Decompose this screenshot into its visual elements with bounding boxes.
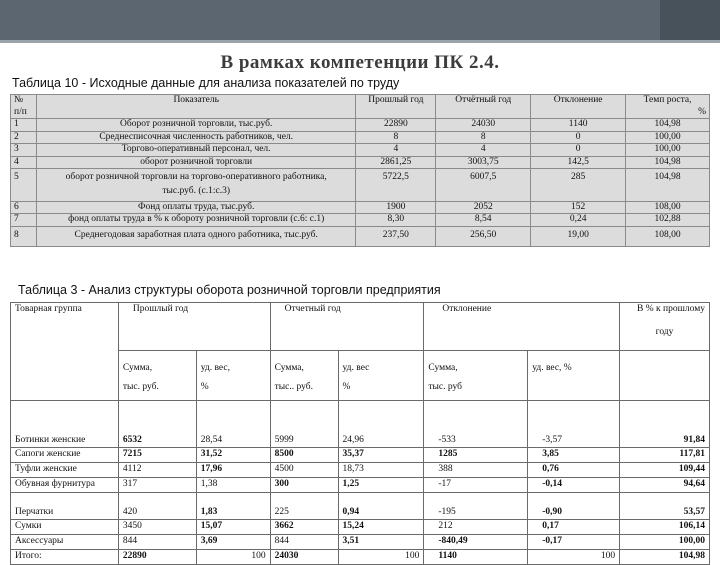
- t3-value: 3,85: [542, 449, 559, 459]
- t10-cell: 3: [11, 144, 37, 157]
- t3-cell-name: [11, 478, 119, 493]
- t3-cell-cs: [270, 520, 338, 535]
- t10-cell: 1140: [531, 119, 626, 132]
- t10-cell: 24030: [436, 119, 531, 132]
- t10-cell: Торгово-оперативный персонал, чел.: [36, 144, 355, 157]
- t3-value: 100: [600, 551, 616, 561]
- t3-value: 117,81: [679, 449, 705, 459]
- t10-cell: 104,98: [626, 119, 710, 132]
- t3-cell-name: [11, 401, 119, 448]
- table10: [10, 94, 710, 247]
- t3-value: 5999: [274, 435, 294, 445]
- t10-cell: 0: [531, 144, 626, 157]
- t10-cell: 5: [11, 169, 37, 187]
- t3-sub-dev-share: уд. вес, %: [528, 351, 620, 401]
- t10-header-row: [11, 95, 710, 107]
- t3-cell-pw: [196, 401, 270, 448]
- t3-cell-pw: [196, 493, 270, 520]
- t10-cell: 100,00: [626, 131, 710, 144]
- t3-cell-ps: [118, 520, 196, 535]
- t10-row: [11, 131, 710, 144]
- t10-header-cell: [36, 107, 355, 119]
- t3-value: 24,96: [342, 435, 364, 445]
- t3-cell-cs: [270, 535, 338, 550]
- t10-cell: 152: [531, 201, 626, 214]
- t10-header-row: [11, 107, 710, 119]
- t10-cell: оборот розничной торговли: [36, 156, 355, 169]
- t3-value: 7215: [122, 449, 142, 459]
- table3-caption: Таблица 3 - Анализ структуры оборота розничной торговли предприятия: [18, 283, 441, 297]
- t3-header-curr: Отчетный год: [270, 303, 424, 351]
- t10-cell: 2861,25: [356, 156, 436, 169]
- t10-cell: 2: [11, 131, 37, 144]
- t3-value: 3662: [274, 521, 294, 531]
- t3-cell-cs: [270, 448, 338, 463]
- t10-cell: 1900: [356, 201, 436, 214]
- t10-cell: [11, 186, 37, 201]
- t3-value: 420: [122, 507, 138, 517]
- t3-cell-pct: [620, 401, 710, 448]
- t3-value: -17: [438, 479, 452, 489]
- t3-value: Ботинки женские: [15, 435, 86, 445]
- t3-cell-name: [11, 550, 119, 565]
- t3-value: -0,14: [542, 479, 563, 489]
- t3-value: -533: [438, 435, 456, 445]
- t3-value: Аксессуары: [15, 536, 64, 546]
- t3-cell-cw: [338, 478, 424, 493]
- t3-cell-dw: [528, 493, 620, 520]
- t3-cell-pw: [196, 478, 270, 493]
- t3-row: [11, 550, 710, 565]
- t10-cell: 4: [11, 156, 37, 169]
- t3-cell-ds: [424, 550, 528, 565]
- t10-row: [11, 156, 710, 169]
- t3-value: 1,25: [342, 479, 360, 489]
- t3-cell-cw: [338, 448, 424, 463]
- t10-cell: 22890: [356, 119, 436, 132]
- t3-cell-pct: [620, 535, 710, 550]
- t3-value: Перчатки: [15, 507, 54, 517]
- t3-cell-ps: [118, 448, 196, 463]
- t10-row: [11, 201, 710, 214]
- t3-cell-ds: [424, 478, 528, 493]
- t3-value: 100: [251, 551, 266, 561]
- t3-row: [11, 478, 710, 493]
- t3-cell-dw: [528, 535, 620, 550]
- t3-value: 31,52: [200, 449, 223, 459]
- t3-row: [11, 493, 710, 520]
- t3-cell-pct: [620, 550, 710, 565]
- t3-cell-cw: [338, 401, 424, 448]
- t10-header-cell: №: [11, 95, 37, 107]
- t10-header-cell: Показатель: [36, 95, 355, 107]
- t3-value: Итого:: [15, 551, 42, 561]
- t10-cell: Фонд оплаты труда, тыс.руб.: [36, 201, 355, 214]
- t3-cell-ds: [424, 493, 528, 520]
- t3-value: 104,98: [678, 551, 705, 561]
- t10-cell: 1: [11, 119, 37, 132]
- t3-value: 844: [274, 536, 289, 546]
- t3-value: -3,57: [542, 435, 563, 445]
- t3-row: [11, 463, 710, 478]
- t10-header-cell: п/п: [11, 107, 37, 119]
- t3-value: 4112: [122, 464, 142, 474]
- t10-row: [11, 169, 710, 187]
- t3-value: 106,14: [678, 521, 705, 531]
- t3-value: 24030: [274, 551, 299, 561]
- t3-value: Обувная фурнитура: [15, 479, 95, 489]
- t3-header-group: Товарная группа: [11, 303, 119, 401]
- t10-row: [11, 214, 710, 227]
- t3-cell-ds: [424, 535, 528, 550]
- t10-cell: фонд оплаты труда в % к обороту розничной торговли (с.6: с.1): [36, 214, 355, 227]
- t10-cell: оборот розничной торговли на торгово-оперативного работника,: [36, 169, 355, 187]
- t10-header-cell: Отчётный год: [436, 95, 531, 107]
- t3-cell-ps: [118, 478, 196, 493]
- t3-header-dev: Отклонение: [424, 303, 620, 351]
- t3-cell-cw: [338, 463, 424, 478]
- t3-cell-name: [11, 448, 119, 463]
- t3-cell-dw: [528, 448, 620, 463]
- t3-cell-ds: [424, 520, 528, 535]
- t3-sub-prev-sum: Сумма, тыс. руб.: [118, 351, 196, 401]
- t10-row: [11, 186, 710, 201]
- t3-cell-name: [11, 535, 119, 550]
- t10-header-cell: Прошлый год: [356, 95, 436, 107]
- t3-value: 15,24: [342, 521, 364, 531]
- t10-cell: 7: [11, 214, 37, 227]
- t3-cell-pct: [620, 448, 710, 463]
- t3-row: [11, 535, 710, 550]
- t3-header-pct: В % к прошлому году: [620, 303, 710, 351]
- t3-value: 15,07: [200, 521, 223, 531]
- t10-cell: [626, 186, 710, 201]
- t3-cell-cw: [338, 520, 424, 535]
- t3-value: 1,38: [200, 479, 218, 489]
- t3-header-prev: Прошлый год: [118, 303, 270, 351]
- t10-cell: [436, 186, 531, 201]
- t3-value: 35,37: [342, 449, 364, 459]
- t10-cell: 8,54: [436, 214, 531, 227]
- t10-cell: [531, 186, 626, 201]
- table10-caption: Таблица 10 - Исходные данные для анализа показателей по труду: [12, 76, 400, 90]
- t3-value: 18,73: [342, 464, 364, 474]
- t3-value: 0,76: [542, 464, 559, 474]
- t3-value: -0,17: [542, 536, 563, 546]
- t10-cell: 142,5: [531, 156, 626, 169]
- t3-sub-dev-sum: Сумма, тыс. руб: [424, 351, 528, 401]
- t10-cell: 8: [436, 131, 531, 144]
- t10-header-cell: [531, 107, 626, 119]
- t3-cell-dw: [528, 550, 620, 565]
- t10-cell: 104,98: [626, 156, 710, 169]
- t10-cell: 4: [356, 144, 436, 157]
- t10-cell: 256,50: [436, 226, 531, 246]
- t3-cell-pw: [196, 550, 270, 565]
- t10-cell: 2052: [436, 201, 531, 214]
- t3-value: 100: [405, 551, 420, 561]
- t10-cell: 104,98: [626, 169, 710, 187]
- t10-cell: 6007,5: [436, 169, 531, 187]
- t3-cell-pct: [620, 463, 710, 478]
- slide-top-line: [0, 40, 720, 43]
- t3-value: Сапоги женские: [15, 449, 81, 459]
- t3-value: 317: [122, 479, 138, 489]
- t3-cell-dw: [528, 478, 620, 493]
- t3-value: 100,00: [678, 536, 705, 546]
- t10-cell: 5722,5: [356, 169, 436, 187]
- t3-value: 28,54: [200, 435, 223, 445]
- table3: [10, 302, 710, 565]
- t3-cell-pw: [196, 448, 270, 463]
- t3-cell-cw: [338, 550, 424, 565]
- t3-value: 91,84: [683, 435, 705, 445]
- t3-cell-cw: [338, 493, 424, 520]
- t3-value: 109,44: [678, 464, 705, 474]
- slide-top-accent: [660, 0, 720, 40]
- t3-cell-name: [11, 520, 119, 535]
- t3-value: 300: [274, 479, 289, 489]
- t3-cell-cs: [270, 401, 338, 448]
- t3-cell-pw: [196, 520, 270, 535]
- t3-cell-pw: [196, 463, 270, 478]
- t3-sub-prev-share: уд. вес, %: [196, 351, 270, 401]
- t3-value: 1285: [438, 449, 458, 459]
- t3-value: 3,69: [200, 536, 218, 546]
- t3-cell-pct: [620, 478, 710, 493]
- t3-cell-pct: [620, 493, 710, 520]
- t3-cell-ds: [424, 448, 528, 463]
- t10-cell: [356, 186, 436, 201]
- t3-value: 8500: [274, 449, 294, 459]
- t3-cell-ps: [118, 463, 196, 478]
- t3-cell-cs: [270, 478, 338, 493]
- t3-value: 3,51: [342, 536, 360, 546]
- t10-row: [11, 119, 710, 132]
- t3-cell-pw: [196, 535, 270, 550]
- t3-value: 3450: [122, 521, 142, 531]
- t10-cell: 108,00: [626, 201, 710, 214]
- t10-cell: Оборот розничной торговли, тыс.руб.: [36, 119, 355, 132]
- t3-cell-name: [11, 463, 119, 478]
- t10-cell: 108,00: [626, 226, 710, 246]
- t3-row: [11, 520, 710, 535]
- t10-row: [11, 226, 710, 246]
- t3-cell-cs: [270, 550, 338, 565]
- t3-value: 388: [438, 464, 453, 474]
- t3-cell-ps: [118, 493, 196, 520]
- t10-cell: тыс.руб. (с.1:с.3): [36, 186, 355, 201]
- t3-value: 53,57: [683, 507, 705, 517]
- t3-cell-dw: [528, 463, 620, 478]
- t10-header-cell: %: [626, 107, 710, 119]
- t10-header-cell: Отклонение: [531, 95, 626, 107]
- t10-cell: 8: [11, 226, 37, 246]
- t10-cell: 285: [531, 169, 626, 187]
- t10-cell: 4: [436, 144, 531, 157]
- t10-row: [11, 144, 710, 157]
- t3-value: Сумки: [15, 521, 42, 531]
- t3-row: [11, 401, 710, 448]
- t3-value: 0,17: [542, 521, 559, 531]
- t10-cell: 6: [11, 201, 37, 214]
- t3-value: -195: [438, 507, 456, 517]
- t3-cell-ps: [118, 401, 196, 448]
- t10-cell: 3003,75: [436, 156, 531, 169]
- t10-cell: 8: [356, 131, 436, 144]
- slide-top-bar: [0, 0, 720, 40]
- t3-sub-curr-share: уд. вес %: [338, 351, 424, 401]
- t3-row: [11, 448, 710, 463]
- t3-value: 212: [438, 521, 453, 531]
- t3-cell-ds: [424, 401, 528, 448]
- t3-value: 1140: [438, 551, 457, 561]
- t3-value: 22890: [122, 551, 147, 561]
- t10-cell: Среднесписочная численность работников, чел.: [36, 131, 355, 144]
- t10-cell: 8,30: [356, 214, 436, 227]
- t3-cell-cs: [270, 493, 338, 520]
- t10-cell: 102,88: [626, 214, 710, 227]
- t10-cell: 19,00: [531, 226, 626, 246]
- t3-value: 225: [274, 507, 289, 517]
- t3-cell-dw: [528, 401, 620, 448]
- t3-value: 0,94: [342, 507, 360, 517]
- t3-value: 4500: [274, 464, 294, 474]
- t3-value: 1,83: [200, 507, 218, 517]
- t3-cell-pct: [620, 520, 710, 535]
- t10-cell: 0: [531, 131, 626, 144]
- t3-cell-ds: [424, 463, 528, 478]
- t3-value: 94,64: [683, 479, 705, 489]
- t10-cell: 100,00: [626, 144, 710, 157]
- t10-cell: 237,50: [356, 226, 436, 246]
- t10-cell: 0,24: [531, 214, 626, 227]
- t3-value: 844: [122, 536, 138, 546]
- t3-cell-dw: [528, 520, 620, 535]
- t3-cell-ps: [118, 535, 196, 550]
- t3-value: Туфли женские: [15, 464, 77, 474]
- t10-header-cell: [436, 107, 531, 119]
- slide-title: В рамках компетенции ПК 2.4.: [220, 52, 500, 73]
- t3-value: 17,96: [200, 464, 223, 474]
- t3-value: -0,90: [542, 507, 563, 517]
- t10-header-cell: Темп роста,: [626, 95, 710, 107]
- t3-value: -840,49: [438, 536, 468, 546]
- t3-value: 6532: [122, 435, 142, 445]
- t3-cell-name: [11, 493, 119, 520]
- t3-sub-pct: [620, 351, 710, 401]
- t3-sub-curr-sum: Сумма, тыс.. руб.: [270, 351, 338, 401]
- t3-cell-cs: [270, 463, 338, 478]
- t3-cell-ps: [118, 550, 196, 565]
- t10-cell: Среднегодовая заработная плата одного работника, тыс.руб.: [36, 226, 355, 246]
- t3-cell-cw: [338, 535, 424, 550]
- t10-header-cell: [356, 107, 436, 119]
